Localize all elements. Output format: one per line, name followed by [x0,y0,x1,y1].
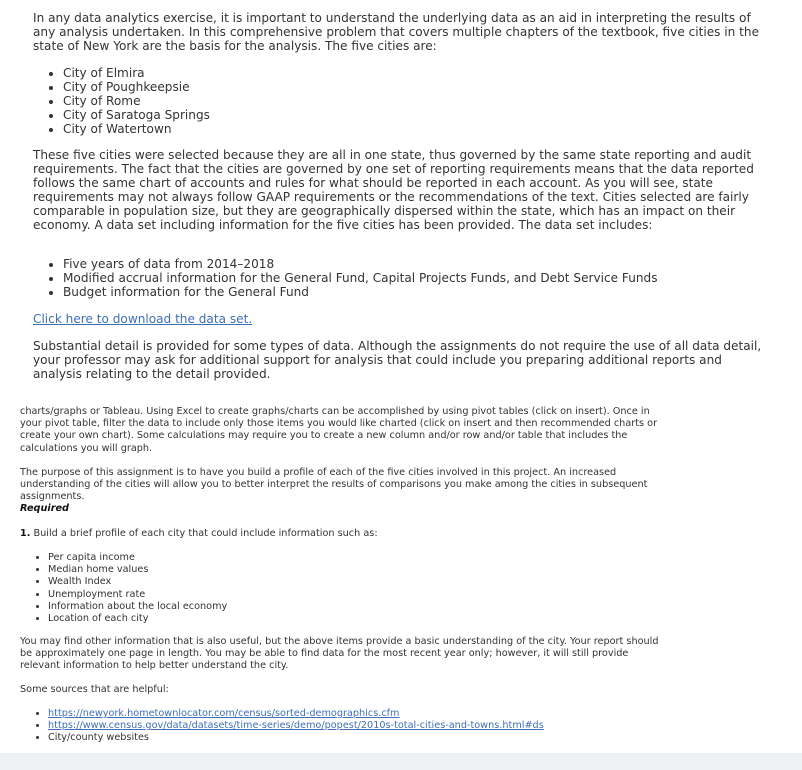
source-link-hometownlocator[interactable]: https://newyork.hometownlocator.com/census/sorted-demographics.cfm [48,708,400,719]
list-item [48,720,544,732]
cities-list [33,67,210,137]
list-item [48,708,544,720]
task-1 [20,528,670,540]
required-heading: Required [20,503,69,514]
list-item: • Wealth Index [48,576,227,588]
list-item: • City/county websites [48,732,544,744]
sources-label: Some sources that are helpful: [20,684,169,695]
source-link-census[interactable]: https://www.census.gov/data/datasets/time-series/demo/popest/2010s-total-cities-and-towns.html#ds [48,720,544,732]
list-item: • City of Elmira [63,67,210,81]
list-item: • City of Rome [63,95,210,109]
list-item: • Unemployment rate [48,589,227,601]
list-item: • City of Saratoga Springs [63,109,210,123]
dataset-list [33,258,658,300]
sources-list [20,708,544,745]
detail-paragraph: Substantial detail is provided for some types of data. Although the assignments do not require the use of all data detail, your professor may ask for additional support for analysis that could include you preparing additional reports and analysis relating to the detail provided. [33,339,762,381]
list-item: • Information about the local economy [48,601,227,613]
list-item: • Per capita income [48,552,227,564]
selection-paragraph: These five cities were selected because they are all in one state, thus governed by the same state reporting and audit requirements. The fact that the cities are governed by one set of reporting requirements means that the data reported follows the same chart of accounts and rules for what should be reported in each account. As you will see, state requirements may not always follow GAAP requirements or the recommendations of the text. Cities selected are fairly comparable in population size, but they are geographically dispersed within the state, which has an impact on their economy. A data set including information for the five cities has been provided. The data set includes: [33,148,754,232]
other-info-paragraph: You may find other information that is also useful, but the above items provide a basic understanding of the city. Your report should be approximately one page in length. You may be able to find data for the most recent year only; however, it will still provide relevant information to help better understand the city. [20,636,659,672]
list-item: • Median home values [48,564,227,576]
footer-strip [0,753,802,770]
list-item: • Budget information for the General Fund [63,286,658,300]
list-item: • City of Poughkeepsie [63,81,210,95]
purpose-paragraph: The purpose of this assignment is to have you build a profile of each of the five cities involved in this project. An increased understanding of the cities will allow you to better interpret the results of comparisons you make among the cities in subsequent assignments. [20,467,648,503]
charts-paragraph: charts/graphs or Tableau. Using Excel to create graphs/charts can be accomplished by using pivot tables (click on insert). Once in your pivot table, filter the data to include only those items you would like charted (click on insert and then recommended charts or create your own chart). Some calculations may require you to create a new column and/or row and/or table that includes the calculations you will graph. [20,406,658,454]
list-item: • City of Watertown [63,123,210,137]
intro-paragraph: In any data analytics exercise, it is important to understand the underlying data as an aid in interpreting the results of any analysis undertaken. In this comprehensive problem that covers multiple chapters of the textbook, five cities in the state of New York are the basis for the analysis. The five cities are: [33,11,760,53]
profile-items-list [20,552,227,625]
list-item: • Location of each city [48,613,227,625]
download-dataset-link[interactable]: Click here to download the data set. [33,312,253,326]
task-text: Build a brief profile of each city that could include information such as: [33,528,378,539]
list-item: • Five years of data from 2014–2018 [63,258,658,272]
task-number: 1. [20,528,31,539]
list-item: • Modified accrual information for the General Fund, Capital Projects Funds, and Debt Service Funds [63,272,658,286]
